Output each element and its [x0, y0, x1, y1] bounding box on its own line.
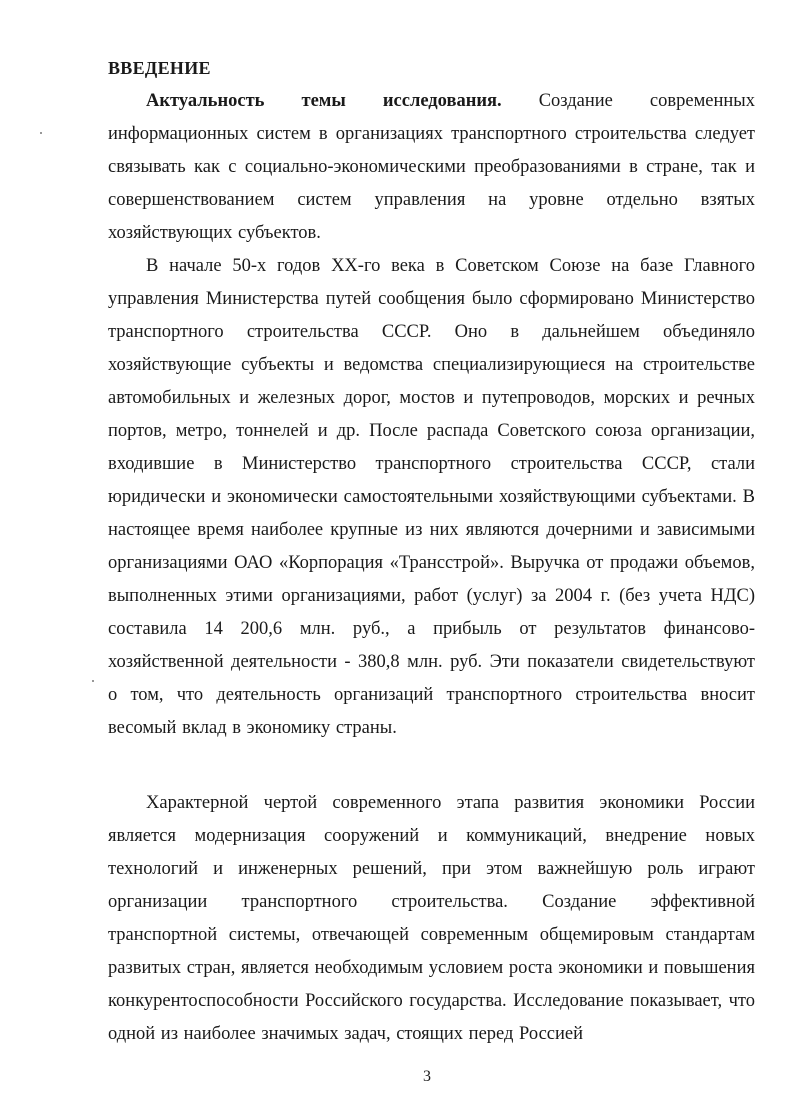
- paragraph-history: [108, 250, 755, 745]
- paragraph-modern-stage: [108, 787, 755, 1051]
- relevance-text: Создание современных информационных систем в организациях транспортного строительства следует связывать как с социально-экономическими преобразованиями в стране, так и совершенствованием систем управления на уровне отдельно взятых хозяйствующих субъектов.: [108, 91, 755, 243]
- history-text: В начале 50-х годов ХХ-го века в Советском Союзе на базе Главного управления Министерства путей сообщения было сформировано Министерство транспортного строительства СССР. Оно в дальнейшем объединяло хозяйствующие субъекты и ведомства специализирующиеся на строительстве автомобильных и железных дорог, мостов и путепроводов, морских и речных портов, метро, тоннелей и др. После распада Советского союза организации, входившие в Министерство транспортного строительства СССР, стали юридически и экономически самостоятельными хозяйствующими субъектами. В настоящее время наиболее крупные из них являются дочерними и зависимыми организациями ОАО «Корпорация «Трансстрой». Выручка от продажи объемов, выполненных этими организациями, работ (услуг) за 2004 г. (без учета НДС) составила 14 200,6 млн. руб., а прибыль от результатов финансово-хозяйственной деятельности - 380,8 млн. руб. Эти показатели свидетельствуют о том, что деятельность организаций транспортного строительства вносит весомый вклад в экономику страны.: [108, 256, 755, 738]
- page-number: 3: [423, 1068, 431, 1085]
- section-heading: ВВЕДЕНИЕ: [108, 58, 211, 78]
- paragraph-relevance: [108, 85, 755, 250]
- relevance-lead: Актуальность темы исследования.: [146, 91, 502, 111]
- scan-speck: [92, 680, 94, 682]
- scan-speck: [40, 132, 42, 134]
- modern-stage-text: Характерной чертой современного этапа развития экономики России является модернизация сооружений и коммуникаций, внедрение новых технологий и инженерных решений, при этом важнейшую роль играют организации транспортного строительства. Создание эффективной транспортной системы, отвечающей современным общемировым стандартам развитых стран, является необходимым условием роста экономики и повышения конкурентоспособности Российского государства. Исследование показывает, что одной из наиболее значимых задач, стоящих перед Россией: [108, 793, 755, 1044]
